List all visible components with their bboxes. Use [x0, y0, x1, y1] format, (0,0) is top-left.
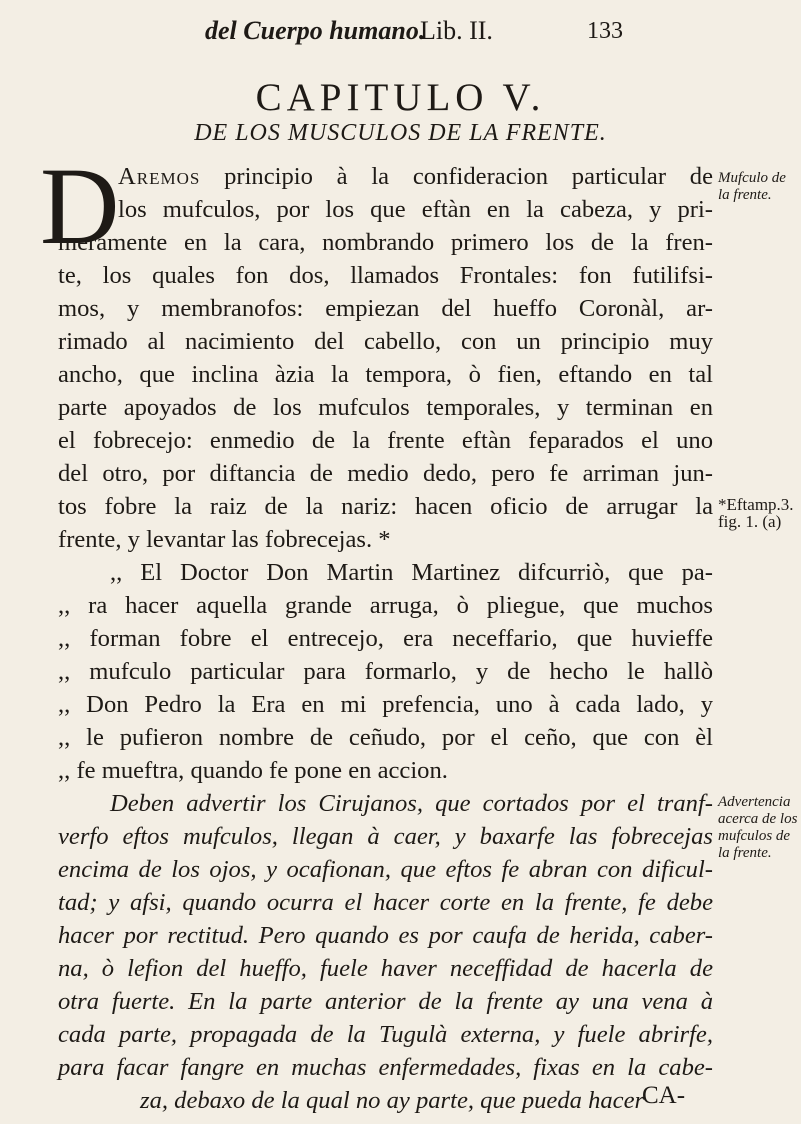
drop-cap: D [40, 145, 120, 267]
text-line: hacer por rectitud. Pero quando es por caufa de herida, caber- [58, 922, 713, 949]
text-line: verfo eftos mufculos, llegan à caer, y baxarfe las fobrecejas [58, 823, 713, 850]
text-line: del otro, por diftancia de medio dedo, pero fe arriman jun- [58, 460, 713, 487]
text-line: parte apoyados de los mufculos temporales, y terminan en [58, 394, 713, 421]
text-line: te, los quales fon dos, llamados Frontales: fon futilifsi- [58, 262, 713, 289]
first-word: Aremos [118, 163, 201, 190]
text-line: ,, forman fobre el entrecejo, era neceffario, que huvieffe [58, 625, 713, 652]
chapter-heading: CAPITULO V. [255, 76, 546, 119]
text-line: el fobrecejo: enmedio de la frente eftàn feparados el uno [58, 427, 713, 454]
text-line: cada parte, propagada de la Tugulà externa, y fuele abrirfe, [58, 1021, 713, 1048]
text-line: ancho, que inclina àzia la tempora, ò fien, eftando en tal [58, 361, 713, 388]
running-title: del Cuerpo humano. [205, 16, 426, 45]
text-line: otra fuerte. En la parte anterior de la frente ay una vena à [58, 988, 713, 1015]
page-header [205, 14, 625, 48]
margin-note-plate-reference: *Eftamp.3. fig. 1. (a) [718, 495, 794, 531]
text-line: ,, fe mueftra, quando fe pone en accion. [58, 757, 448, 784]
section-title: DE LOS MUSCULOS DE LA FRENTE. [194, 120, 607, 146]
text-line: encima de los ojos, y ocafionan, que eftos fe abran con dificul- [58, 856, 713, 883]
text-line: ,, El Doctor Don Martin Martinez difcurriò, que pa- [110, 559, 713, 586]
text-line: para facar fangre en muchas enfermedades, fixas en la cabe- [58, 1054, 713, 1081]
text-line: tad; y afsi, quando ocurra el hacer corte en la frente, fe debe [58, 889, 713, 916]
text-line: ,, mufculo particular para formarlo, y de hecho le hallò [58, 658, 713, 685]
text-line: tos fobre la raiz de la nariz: hacen oficio de arrugar la [58, 493, 713, 520]
page-number: 133 [587, 18, 623, 44]
text-line: na, ò lefion del hueffo, fuele haver neceffidad de hacerla de [58, 955, 713, 982]
text-line: los mufculos, por los que eftàn en la cabeza, y pri- [118, 196, 713, 223]
margin-note-title: Mufculo de la frente. [718, 170, 786, 203]
catchword: CA- [642, 1082, 686, 1109]
text-line: frente, y levantar las fobrecejas. * [58, 526, 391, 553]
text-line: ,, Don Pedro la Era en mi prefencia, uno à cada lado, y [58, 691, 713, 718]
margin-note-advertencia: Advertencia acerca de los mufculos de la frente. [718, 794, 798, 861]
text-line: rimado al nacimiento del cabello, con un principio muy [58, 328, 713, 355]
text-line: Aremos principio à la confideracion particular de [118, 163, 713, 190]
text-line: Deben advertir los Cirujanos, que cortados por el tranf- [110, 790, 713, 817]
book-number: Lib. II. [420, 16, 493, 45]
text-line: za, debaxo de la qual no ay parte, que pueda hacer [140, 1087, 645, 1114]
text-line: meramente en la cara, nombrando primero los de la fren- [58, 229, 713, 256]
text-line: mos, y membranofos: empiezan del hueffo Coronàl, ar- [58, 295, 713, 322]
text-line: ,, ra hacer aquella grande arruga, ò pliegue, que muchos [58, 592, 713, 619]
text-line: ,, le pufieron nombre de ceñudo, por el ceño, que con èl [58, 724, 713, 751]
